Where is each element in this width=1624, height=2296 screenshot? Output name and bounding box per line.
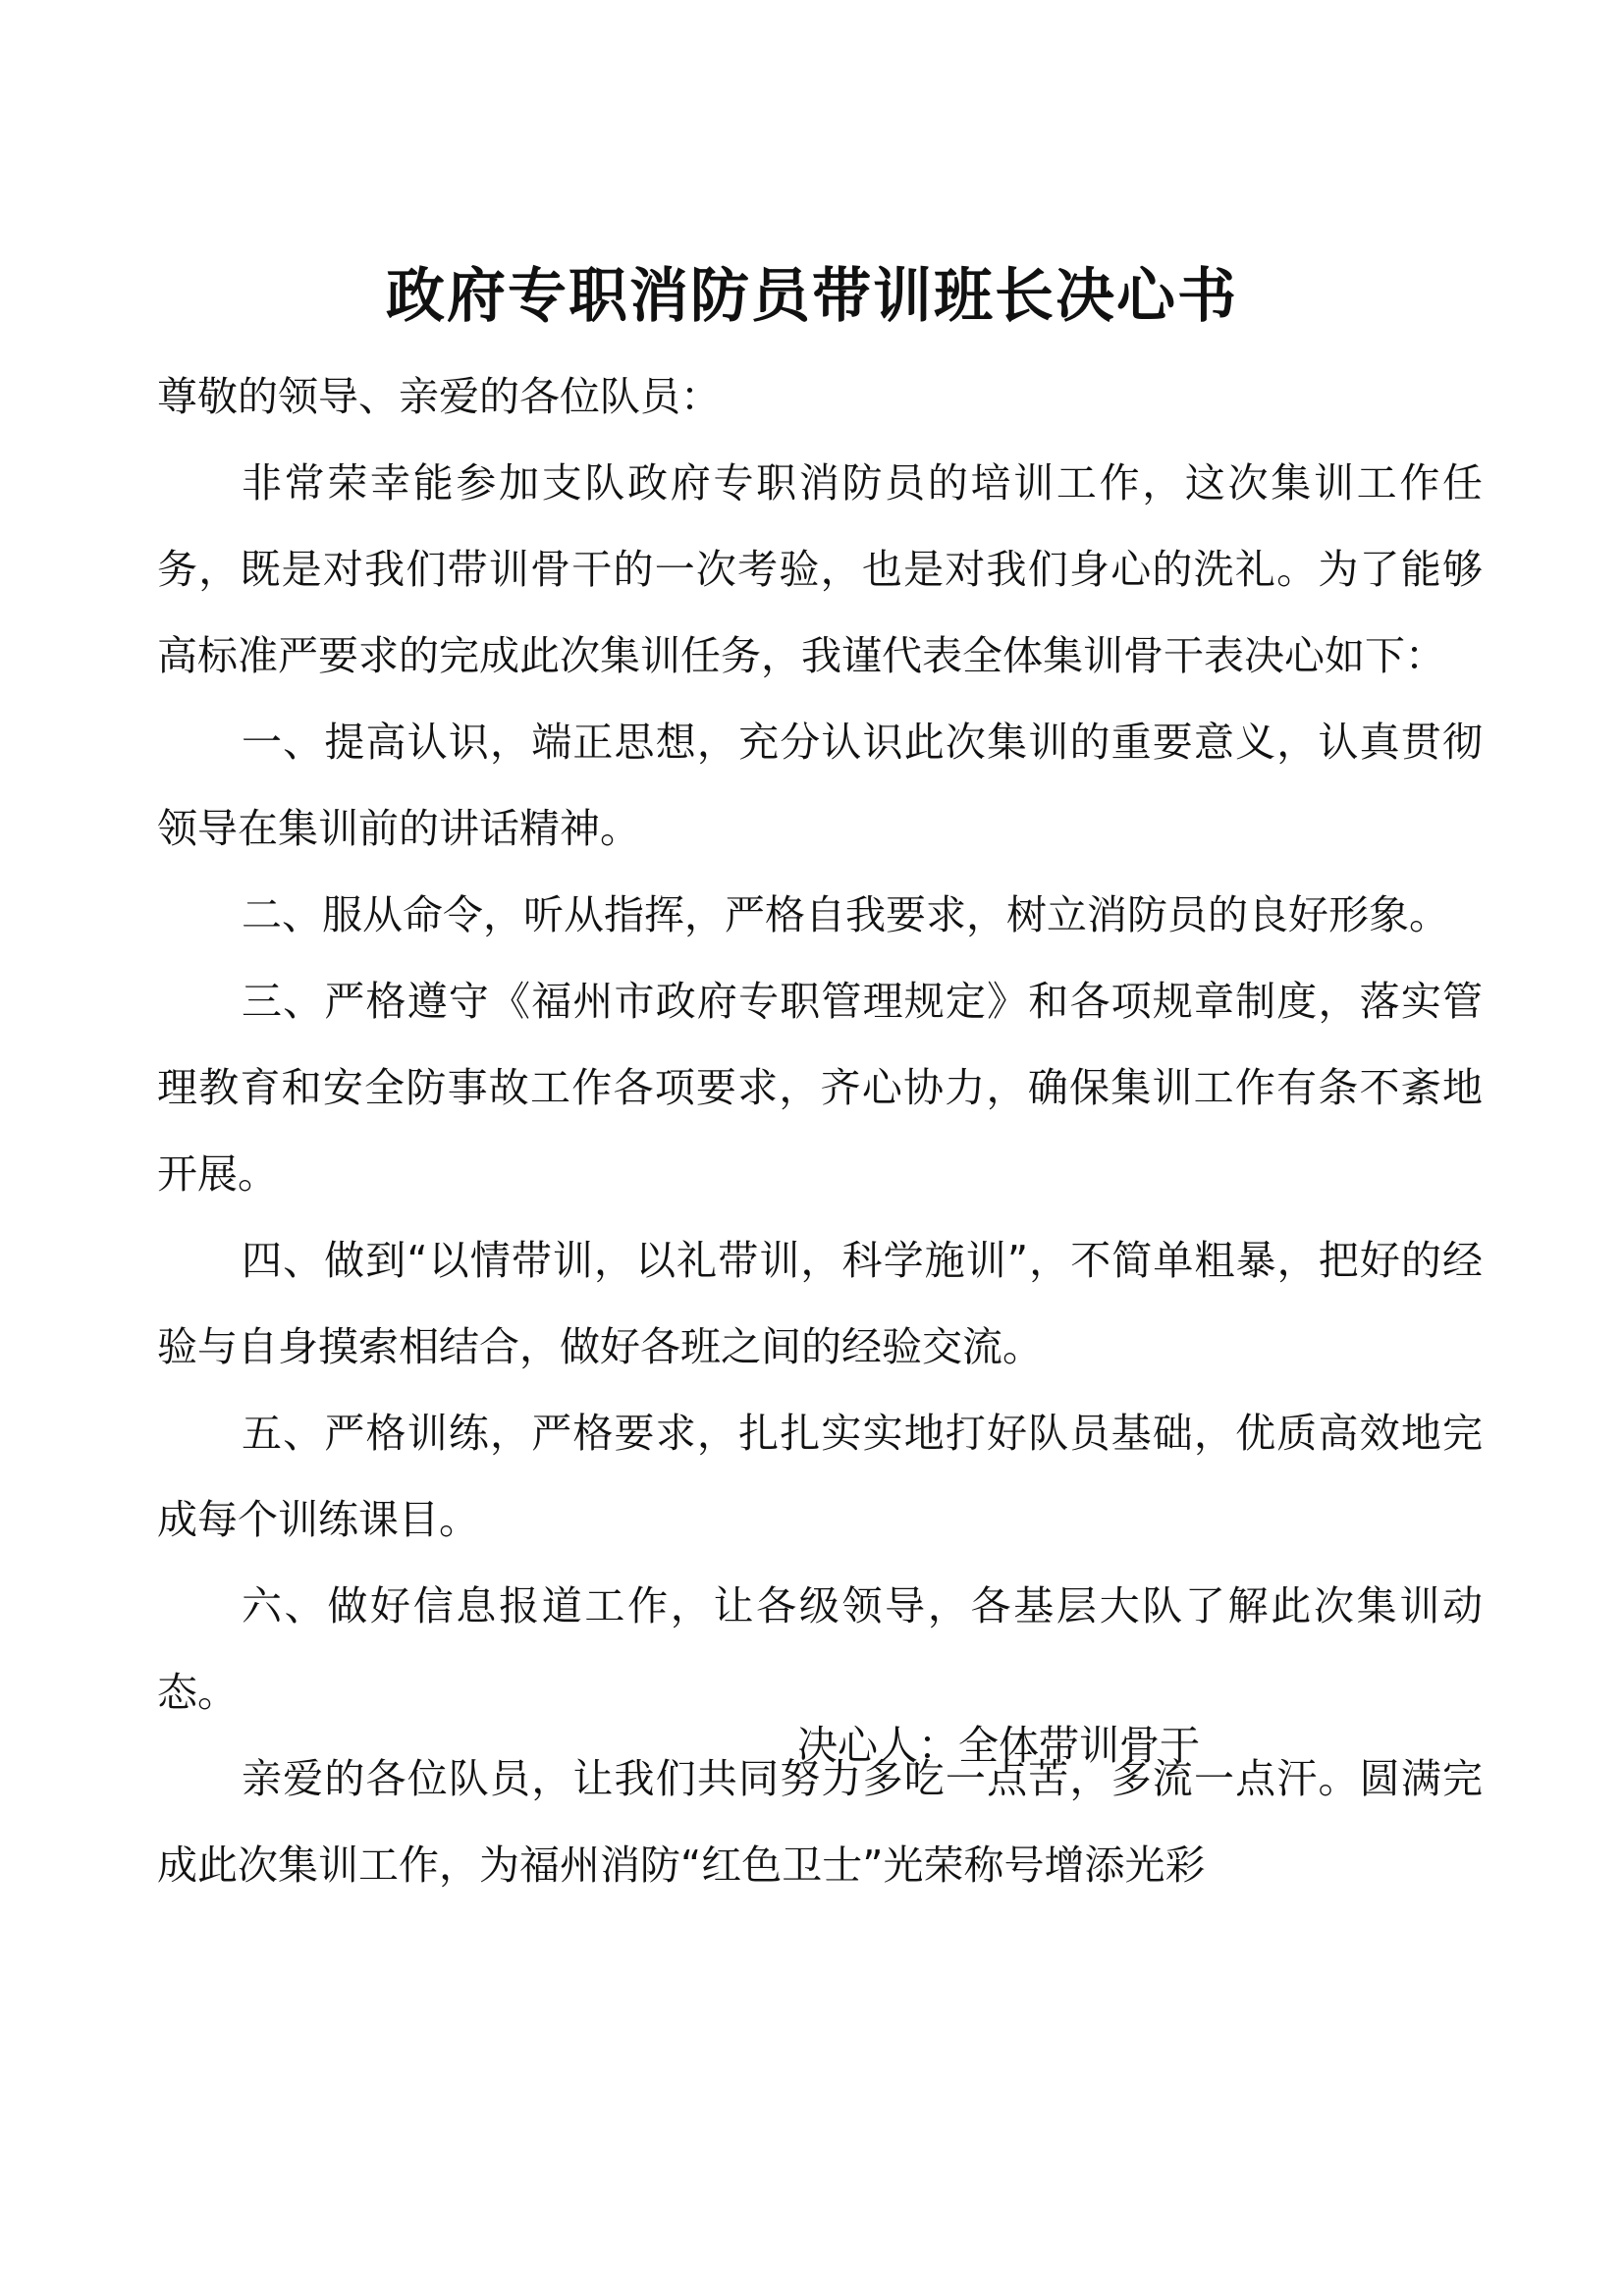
intro-paragraph: 非常荣幸能参加支队政府专职消防员的培训工作，这次集训工作任务，既是对我们带训骨干的一次考验，也是对我们身心的洗礼。为了能够高标准严要求的完成此次集训任务，我谨代表全体集训骨干表决心如下： [157,459,1483,679]
closing-paragraph: 亲爱的各位队员，让我们共同努力多吃一点苦，多流一点汗。圆满完成此次集训工作，为福州消防“红色卫士”光荣称号增添光彩 [157,1755,1483,1889]
pledge-item-1: 一、提高认识，端正思想，充分认识此次集训的重要意义，认真贯彻领导在集训前的讲话精神。 [157,719,1483,852]
pledge-item-2: 二、服从命令，听从指挥，严格自我要求，树立消防员的良好形象。 [242,891,1449,938]
salutation: 尊敬的领导、亲爱的各位队员： [157,373,721,420]
pledge-item-3: 三、严格遵守《福州市政府专职管理规定》和各项规章制度，落实管理教育和安全防事故工作各项要求，齐心协力，确保集训工作有条不紊地开展。 [157,978,1483,1198]
pledge-item-5: 五、严格训练，严格要求，扎扎实实地打好队员基础，优质高效地完成每个训练课目。 [157,1410,1483,1543]
pledge-item-6: 六、做好信息报道工作，让各级领导，各基层大队了解此次集训动态。 [157,1582,1483,1716]
pledge-item-4: 四、做到“以情带训，以礼带训，科学施训”，不简单粗暴，把好的经验与自身摸索相结合，做好各班之间的经验交流。 [157,1237,1483,1370]
document-body [157,353,1483,1908]
document-title: 政府专职消防员带训班长决心书 [386,262,1238,331]
signature-line: 决心人：全体带训骨干 [797,1722,1200,1769]
